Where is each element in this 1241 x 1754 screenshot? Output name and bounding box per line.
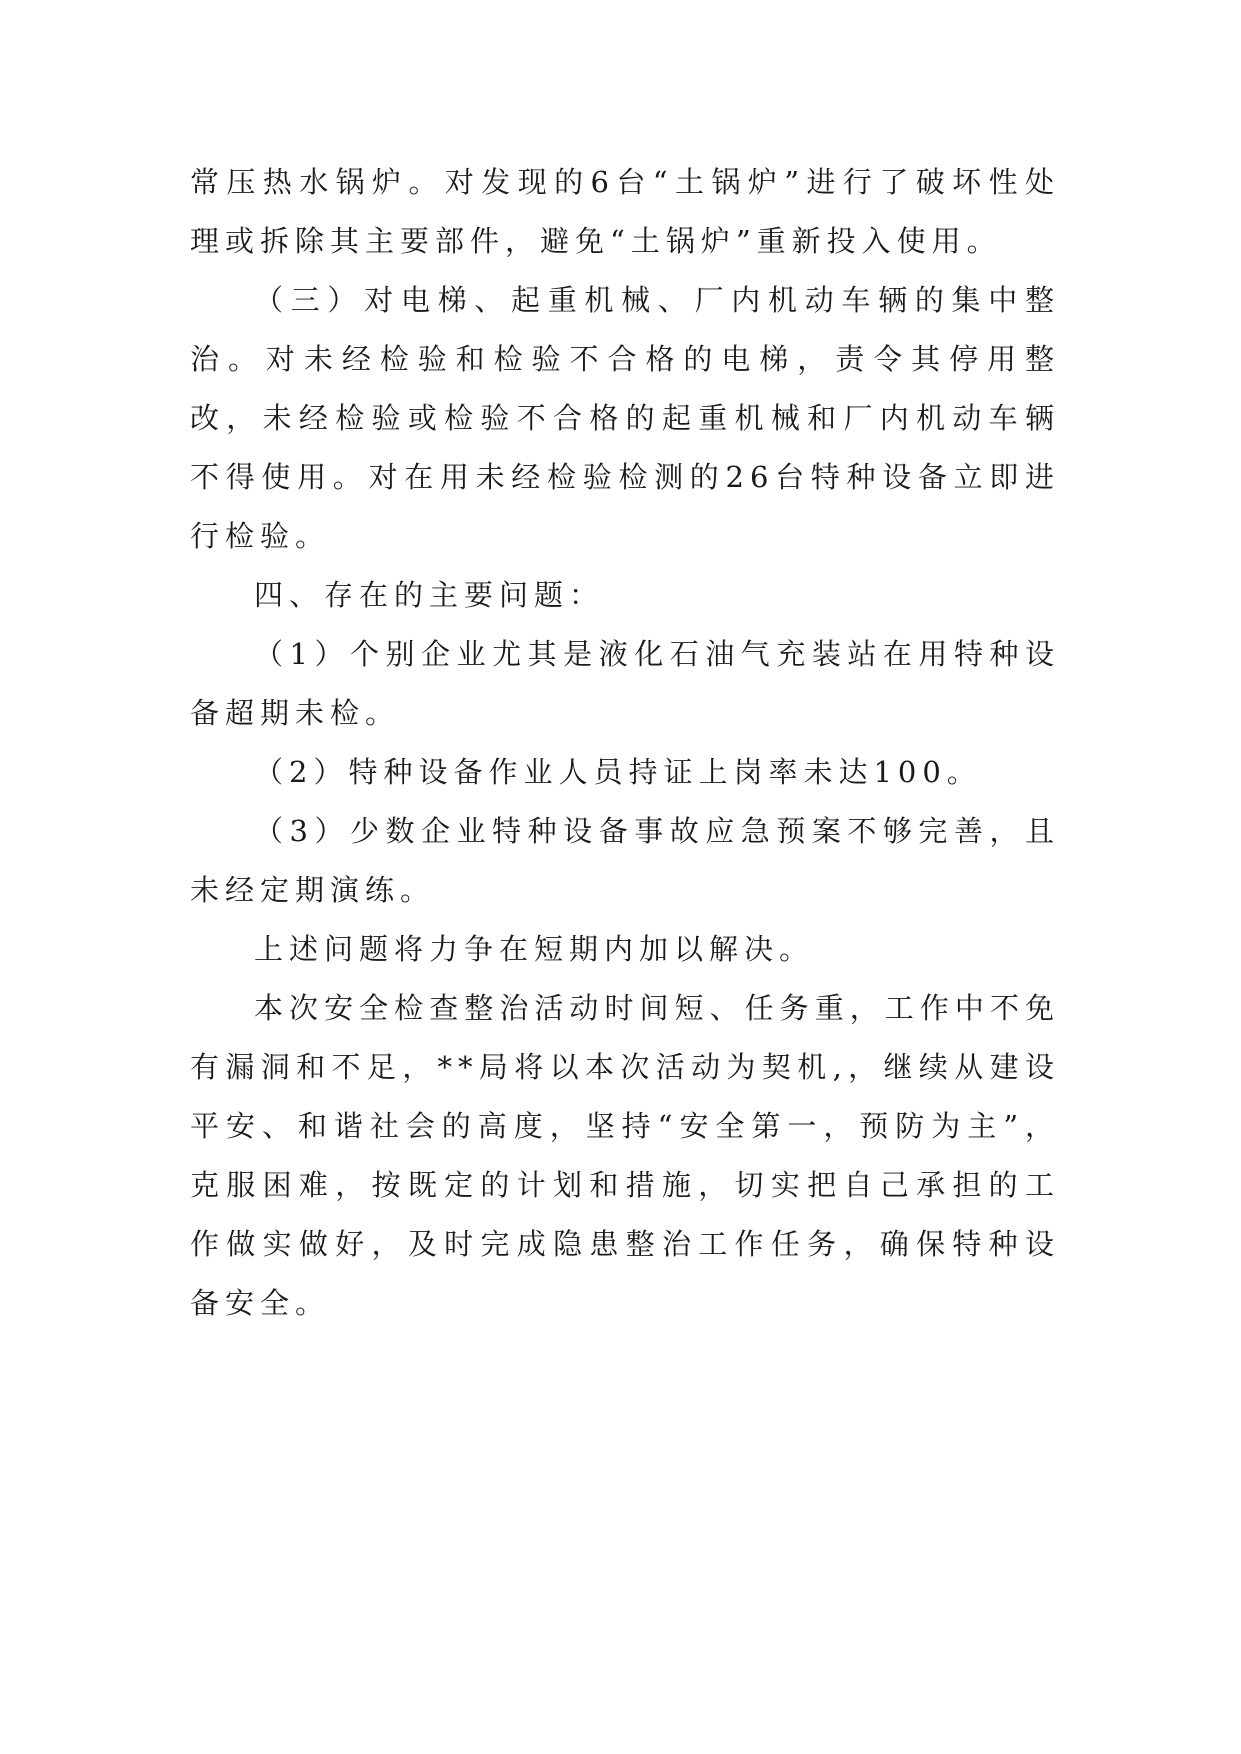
paragraph-boiler-handling: 常压热水锅炉。对发现的6台“土锅炉”进行了破坏性处理或拆除其主要部件，避免“土锅炉”重新投入使用。 — [190, 165, 1060, 258]
paragraph-resolution: 上述问题将力争在短期内加以解决。 — [254, 932, 815, 966]
document-body — [190, 153, 1060, 1333]
paragraph-conclusion: 本次安全检查整治活动时间短、任务重，工作中不免有漏洞和不足，**局将以本次活动为契机,，继续从建设平安、和谐社会的高度，坚持“安全第一，预防为主”，克服困难，按既定的计划和措施，切实把自己承担的工作做实做好，及时完成隐患整治工作任务，确保特种设备安全。 — [190, 991, 1060, 1320]
paragraph-section-three: （三）对电梯、起重机械、厂内机动车辆的集中整治。对未经检验和检验不合格的电梯，责令其停用整改，未经检验或检验不合格的起重机械和厂内机动车辆不得使用。对在用未经检验检测的26台特种设备立即进行检验。 — [190, 283, 1060, 553]
problem-item-3: （3）少数企业特种设备事故应急预案不够完善，且未经定期演练。 — [190, 814, 1060, 907]
section-heading-problems: 四、存在的主要问题： — [254, 578, 605, 612]
problem-item-1: （1）个别企业尤其是液化石油气充装站在用特种设备超期未检。 — [190, 637, 1060, 730]
problem-item-2: （2）特种设备作业人员持证上岗率未达100。 — [254, 755, 982, 789]
